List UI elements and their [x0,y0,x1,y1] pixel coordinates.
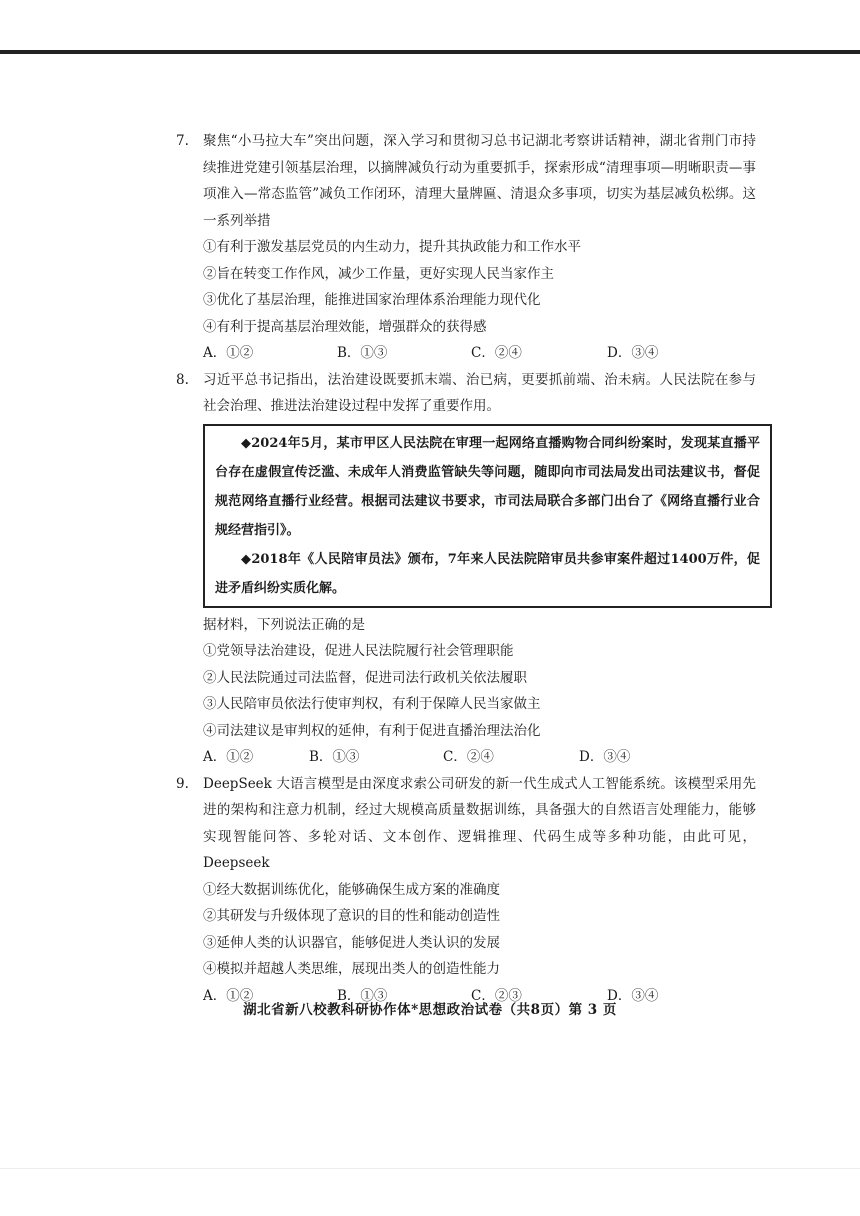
option-3: ③人民陪审员依法行使审判权，有利于保障人民当家做主 [203,696,541,712]
answer-choices [203,340,756,367]
answer-choices [203,744,756,771]
material-paragraph-2: ◆2018年《人民陪审员法》颁布，7年来人民法院陪审员共参审案件超过1400万件，促进矛盾纠纷实质化解。 [215,551,760,596]
material-paragraph-1: ◆2024年5月，某市甲区人民法院在审理一起网络直播购物合同纠纷案时，发现某直播平台存在虚假宣传泛滥、未成年人消费监管缺失等问题，随即向市司法局发出司法建议书，督促规范网络直播行业经营。根据司法建议书要求，市司法局联合多部门出台了《网络直播行业合规经营指引》。 [215,435,760,538]
option-1: ①党领导法治建设，促进人民法院履行社会管理职能 [203,643,514,659]
question-9 [176,771,756,1010]
choice-c: C．②④ [443,749,494,765]
choice-b: B．①③ [337,345,388,361]
bottom-divider [0,1168,860,1169]
choice-c: C．②③ [471,987,522,1004]
option-4: ④有利于提高基层治理效能，增强群众的获得感 [203,318,487,335]
option-4: ④司法建议是审判权的延伸，有利于促进直播治理法治化 [203,722,541,739]
choice-d: D．③④ [579,749,631,765]
option-2: ②其研发与升级体现了意识的目的性和能动创造性 [203,908,500,924]
option-1: ①有利于激发基层党员的内生动力，提升其执政能力和工作水平 [203,239,581,255]
choice-c: C．②④ [471,345,522,361]
question-number: 7. [176,133,189,149]
choice-a: A．①② [203,749,254,765]
option-3: ③延伸人类的认识器官，能够促进人类认识的发展 [203,934,500,951]
choice-b: B．①③ [337,987,388,1004]
question-8 [176,367,760,771]
page-footer: 湖北省新八校教科研协作体*思想政治试卷（共8页）第 3 页 [243,1002,617,1018]
material-box [203,424,772,608]
choice-a: A．①② [203,345,254,361]
exam-page-body [176,128,760,1009]
option-2: ②人民法院通过司法监督，促进司法行政机关依法履职 [203,669,527,686]
option-4: ④模拟并超越人类思维，展现出类人的创造性能力 [203,961,500,977]
question-number: 8. [176,371,189,388]
choice-d: D．③④ [607,987,659,1004]
choice-d: D．③④ [607,345,659,361]
option-2: ②旨在转变工作作风，减少工作量，更好实现人民当家作主 [203,265,554,282]
question-prompt: 据材料，下列说法正确的是 [203,616,365,633]
question-stem: 聚焦“小马拉大车”突出问题，深入学习和贯彻习总书记湖北考察讲话精神，湖北省荆门市持续推进党建引领基层治理，以摘牌减负行动为重要抓手，探索形成“清理事项—明晰职责—事项准入—常态监管”减负工作闭环，清理大量牌匾、清退众多事项，切实为基层减负松绑。这一系列举措 [203,133,756,229]
question-number: 9. [176,775,189,792]
question-stem: DeepSeek 大语言模型是由深度求索公司研发的新一代生成式人工智能系统。该模型采用先进的架构和注意力机制，经过大规模高质量数据训练，具备强大的自然语言处理能力，能够实现智能问答、多轮对话、文本创作、逻辑推理、代码生成等多种功能，由此可见，Deepseek [203,775,756,871]
question-7 [176,128,756,367]
question-stem: 习近平总书记指出，法治建设既要抓末端、治已病，更要抓前端、治未病。人民法院在参与社会治理、推进法治建设过程中发挥了重要作用。 [203,371,756,414]
choice-b: B．①③ [309,749,360,765]
option-3: ③优化了基层治理，能推进国家治理体系治理能力现代化 [203,292,541,308]
option-1: ①经大数据训练优化，能够确保生成方案的准确度 [203,881,500,898]
top-border-rule [0,50,860,54]
choice-a: A．①② [203,987,254,1004]
